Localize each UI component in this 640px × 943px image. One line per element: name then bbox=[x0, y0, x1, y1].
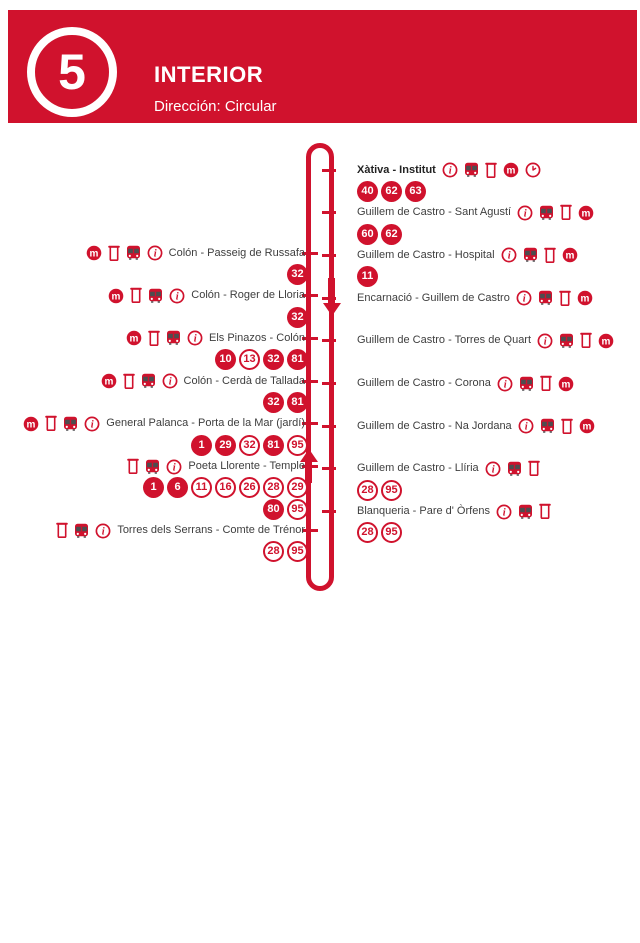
ticket-machine-icon bbox=[580, 332, 592, 349]
stop-name: Els Pinazos - Colón bbox=[209, 331, 305, 344]
bus-icon bbox=[74, 523, 89, 539]
svg-text:m: m bbox=[111, 291, 121, 303]
line-badge: 32 bbox=[239, 435, 260, 456]
metro-icon bbox=[86, 245, 102, 261]
info-icon bbox=[517, 205, 533, 221]
connection-badge-row bbox=[287, 264, 308, 285]
line-badge: 62 bbox=[381, 224, 402, 245]
ticket-machine-icon bbox=[539, 503, 551, 520]
svg-text:m: m bbox=[561, 378, 571, 390]
connection-badge-row bbox=[143, 477, 308, 498]
stop-tick bbox=[322, 425, 336, 428]
metro-icon bbox=[108, 288, 124, 304]
metro-icon bbox=[579, 418, 595, 434]
line-badge: 32 bbox=[287, 264, 308, 285]
line-badge: 1 bbox=[143, 477, 164, 498]
line-badge: 28 bbox=[263, 477, 284, 498]
line-badge: 62 bbox=[381, 181, 402, 202]
stop-row bbox=[101, 370, 305, 392]
stop-name: Blanqueria - Pare d' Òrfens bbox=[357, 505, 490, 518]
bus-icon bbox=[518, 504, 533, 520]
metro-icon bbox=[577, 290, 593, 306]
connection-badge-row bbox=[263, 499, 308, 520]
svg-text:m: m bbox=[582, 421, 592, 433]
info-icon bbox=[537, 333, 553, 349]
svg-text:m: m bbox=[601, 336, 611, 348]
route-title: INTERIOR bbox=[154, 62, 264, 87]
ticket-machine-icon bbox=[130, 287, 142, 304]
svg-text:i: i bbox=[176, 291, 179, 303]
line-badge: 60 bbox=[357, 224, 378, 245]
stop-name: Guillem de Castro - Na Jordana bbox=[357, 419, 512, 432]
svg-text:i: i bbox=[153, 248, 157, 260]
stop-row bbox=[86, 242, 305, 264]
stop-row bbox=[357, 202, 594, 224]
svg-text:m: m bbox=[565, 250, 575, 262]
metro-icon bbox=[562, 247, 578, 263]
stop-tick bbox=[322, 382, 336, 385]
svg-text:i: i bbox=[524, 421, 528, 433]
metro-icon bbox=[598, 333, 614, 349]
info-icon bbox=[516, 290, 532, 306]
line-badge: 95 bbox=[381, 522, 402, 543]
line-badge: 40 bbox=[357, 181, 378, 202]
info-icon bbox=[501, 247, 517, 263]
bus-icon bbox=[540, 418, 555, 434]
line-badge: 28 bbox=[357, 480, 378, 501]
svg-text:i: i bbox=[543, 336, 547, 348]
connection-badge-row bbox=[263, 392, 308, 413]
line-badge: 80 bbox=[263, 499, 284, 520]
line-badge: 11 bbox=[357, 266, 378, 287]
stop-name: General Palanca - Porta de la Mar (jardí) bbox=[106, 417, 305, 430]
line-badge: 1 bbox=[191, 435, 212, 456]
bus-icon bbox=[126, 245, 141, 261]
ticket-machine-icon bbox=[561, 418, 573, 435]
bus-icon bbox=[539, 205, 554, 221]
line-badge: 6 bbox=[167, 477, 188, 498]
metro-icon bbox=[503, 162, 519, 178]
svg-text:m: m bbox=[104, 376, 113, 388]
line-badge: 16 bbox=[215, 477, 236, 498]
info-icon bbox=[166, 459, 182, 475]
bus-icon bbox=[145, 459, 160, 475]
connection-badge-row bbox=[263, 541, 308, 562]
line-badge: 95 bbox=[381, 480, 402, 501]
svg-text:m: m bbox=[89, 248, 99, 260]
route-header bbox=[8, 10, 637, 123]
info-icon bbox=[497, 376, 513, 392]
ticket-machine-icon bbox=[540, 375, 552, 392]
stop-row bbox=[127, 456, 305, 478]
bus-icon bbox=[519, 376, 534, 392]
stop-tick bbox=[322, 467, 336, 470]
info-icon bbox=[187, 330, 203, 346]
svg-text:i: i bbox=[168, 376, 172, 388]
stop-row bbox=[357, 458, 540, 480]
stop-row bbox=[357, 415, 595, 437]
bus-icon bbox=[141, 373, 156, 389]
line-badge: 13 bbox=[239, 349, 260, 370]
clock-icon bbox=[525, 162, 541, 178]
svg-text:i: i bbox=[173, 462, 177, 474]
route-loop-line bbox=[306, 143, 334, 591]
line-badge: 95 bbox=[287, 435, 308, 456]
stop-tick bbox=[322, 510, 336, 513]
line-badge: 81 bbox=[287, 349, 308, 370]
bus-icon bbox=[148, 288, 163, 304]
ticket-machine-icon bbox=[485, 162, 497, 179]
line-badge: 32 bbox=[287, 307, 308, 328]
arrow-down-head bbox=[323, 303, 341, 316]
ticket-machine-icon bbox=[559, 290, 571, 307]
metro-icon bbox=[558, 376, 574, 392]
ticket-machine-icon bbox=[56, 522, 68, 539]
metro-icon bbox=[101, 373, 117, 389]
svg-text:i: i bbox=[507, 250, 511, 262]
stop-row bbox=[357, 330, 614, 352]
stop-row bbox=[357, 501, 551, 523]
bus-icon bbox=[166, 330, 181, 346]
stop-row bbox=[23, 413, 305, 435]
stop-tick bbox=[322, 169, 336, 172]
line-badge: 63 bbox=[405, 181, 426, 202]
stop-tick bbox=[322, 339, 336, 342]
line-badge: 29 bbox=[215, 435, 236, 456]
ticket-machine-icon bbox=[528, 460, 540, 477]
ticket-machine-icon bbox=[108, 245, 120, 262]
bus-icon bbox=[464, 162, 479, 178]
bus-icon bbox=[559, 333, 574, 349]
stop-name: Encarnació - Guillem de Castro bbox=[357, 291, 510, 304]
line-badge: 11 bbox=[191, 477, 212, 498]
svg-text:i: i bbox=[502, 507, 506, 519]
stop-name: Xàtiva - Institut bbox=[357, 163, 436, 176]
stop-row bbox=[56, 520, 305, 542]
svg-text:m: m bbox=[581, 208, 591, 220]
stop-row bbox=[357, 373, 574, 395]
line-badge: 10 bbox=[215, 349, 236, 370]
line-badge: 26 bbox=[239, 477, 260, 498]
info-icon bbox=[84, 416, 100, 432]
info-icon bbox=[95, 523, 111, 539]
stop-name: Poeta Llorente - Temple bbox=[188, 460, 305, 472]
info-icon bbox=[442, 162, 458, 178]
stop-tick bbox=[322, 211, 336, 214]
line-badge: 28 bbox=[357, 522, 378, 543]
metro-icon bbox=[578, 205, 594, 221]
line-badge: 81 bbox=[263, 435, 284, 456]
connection-badge-row bbox=[357, 522, 402, 543]
svg-text:i: i bbox=[522, 293, 526, 305]
svg-text:i: i bbox=[503, 379, 507, 391]
ticket-machine-icon bbox=[148, 330, 160, 347]
arrow-down-shaft bbox=[328, 278, 335, 304]
info-icon bbox=[496, 504, 512, 520]
svg-text:i: i bbox=[193, 333, 197, 345]
stop-row bbox=[126, 327, 305, 349]
stop-row bbox=[357, 244, 578, 266]
line-badge: 29 bbox=[287, 477, 308, 498]
stop-row bbox=[357, 287, 593, 309]
stop-name: Colón - Roger de Lloria bbox=[191, 289, 305, 302]
bus-icon bbox=[538, 290, 553, 306]
info-icon bbox=[147, 245, 163, 261]
stop-name: Guillem de Castro - Llíria bbox=[357, 462, 479, 475]
stop-row bbox=[357, 159, 541, 181]
line-badge: 81 bbox=[287, 392, 308, 413]
svg-text:i: i bbox=[102, 526, 105, 538]
line-number: 5 bbox=[58, 44, 86, 100]
svg-text:m: m bbox=[26, 419, 36, 431]
line-badge: 28 bbox=[263, 541, 284, 562]
line-number-badge bbox=[27, 27, 117, 117]
svg-text:m: m bbox=[129, 333, 139, 345]
line-badge: 32 bbox=[263, 349, 284, 370]
stop-name: Colón - Cerdà de Tallada bbox=[183, 374, 305, 387]
info-icon bbox=[518, 418, 534, 434]
connection-badge-row bbox=[357, 266, 378, 287]
connection-badge-row bbox=[357, 224, 402, 245]
svg-text:i: i bbox=[491, 464, 495, 476]
route-direction: Dirección: Circular bbox=[154, 98, 277, 115]
svg-text:i: i bbox=[523, 208, 527, 220]
stop-name: Guillem de Castro - Hospital bbox=[357, 248, 495, 261]
stop-name: Guillem de Castro - Sant Agustí bbox=[357, 206, 512, 219]
stop-tick bbox=[322, 297, 336, 300]
stop-tick bbox=[322, 254, 336, 257]
stop-name: Colón - Passeig de Russafa bbox=[168, 246, 305, 259]
info-icon bbox=[169, 288, 185, 304]
stop-name: Guillem de Castro - Corona bbox=[357, 377, 491, 389]
connection-badge-row bbox=[357, 480, 402, 501]
info-icon bbox=[162, 373, 178, 389]
info-icon bbox=[485, 461, 501, 477]
stop-row bbox=[108, 285, 305, 307]
stop-name: Guillem de Castro - Torres de Quart bbox=[357, 334, 532, 347]
stop-name: Torres dels Serrans - Comte de Trénor bbox=[117, 524, 305, 537]
connection-badge-row bbox=[287, 307, 308, 328]
bus-icon bbox=[507, 461, 522, 477]
line-badge: 32 bbox=[263, 392, 284, 413]
svg-text:m: m bbox=[506, 165, 516, 177]
svg-text:i: i bbox=[448, 165, 452, 177]
bus-icon bbox=[63, 416, 78, 432]
connection-badge-row bbox=[357, 181, 426, 202]
svg-text:m: m bbox=[580, 293, 590, 305]
metro-icon bbox=[126, 330, 142, 346]
bus-icon bbox=[523, 247, 538, 263]
svg-text:i: i bbox=[91, 419, 94, 431]
ticket-machine-icon bbox=[45, 415, 57, 432]
ticket-machine-icon bbox=[560, 204, 572, 221]
ticket-machine-icon bbox=[123, 373, 135, 390]
ticket-machine-icon bbox=[127, 458, 139, 475]
ticket-machine-icon bbox=[544, 247, 556, 264]
line-badge: 95 bbox=[287, 541, 308, 562]
line-badge: 95 bbox=[287, 499, 308, 520]
metro-icon bbox=[23, 416, 39, 432]
connection-badge-row bbox=[215, 349, 308, 370]
connection-badge-row bbox=[191, 435, 308, 456]
